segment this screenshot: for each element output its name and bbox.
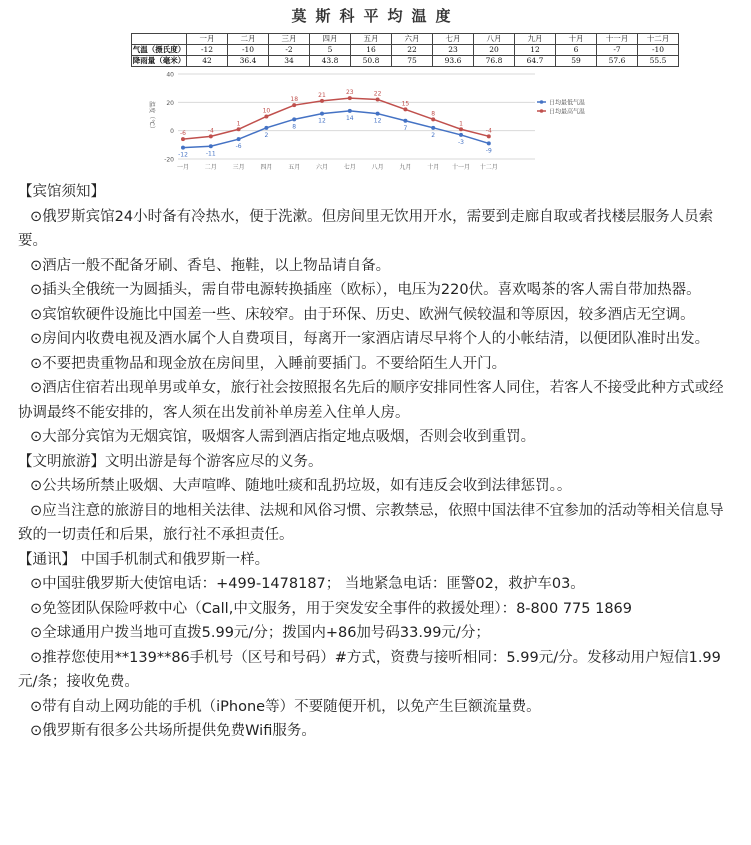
notice-item: ⊙应当注意的旅游目的地相关法律、法规和风俗习惯、宗教禁忌，依照中国法律不宜参加的活动等相关信息导致的一切责任和后果，旅行社不承担责任。 xyxy=(18,502,724,543)
table-cell: -10 xyxy=(228,45,269,56)
table-cell: 57.6 xyxy=(597,56,638,67)
table-header-cell: 一月 xyxy=(187,34,228,45)
data-point xyxy=(209,134,213,138)
legend-marker xyxy=(540,100,544,104)
x-tick-label: 六月 xyxy=(315,164,329,171)
x-tick-label: 八月 xyxy=(371,164,384,171)
notice-item: ⊙插头全俄统一为圆插头，需自带电源转换插座（欧标），电压为220伏。喜欢喝茶的客人需自带加热器。 xyxy=(30,282,701,298)
notice-item: ⊙公共场所禁止吸烟、大声喧哗、随地吐痰和乱扔垃圾，如有违反会收到法律惩罚。。 xyxy=(30,478,572,494)
table-cell: 5 xyxy=(310,45,351,56)
data-label: 1 xyxy=(236,120,241,128)
notice-item: ⊙酒店住宿若出现单男或单女，旅行社会按照报名先后的顺序安排同性客人同住，若客人不接受此种方式或经协调最终不能安排的，客人须在出发前补单房差入住单人房。 xyxy=(18,380,724,421)
data-point xyxy=(292,103,296,107)
temperature-line-chart xyxy=(0,68,751,172)
table-cell: 34 xyxy=(269,56,310,67)
data-label: -6 xyxy=(235,143,242,151)
table-header-cell: 十月 xyxy=(556,34,597,45)
data-label: 10 xyxy=(262,107,271,115)
data-label: -3 xyxy=(458,138,464,146)
notice-item: ⊙房间内收费电视及酒水属个人自费项目，每离开一家酒店请尽早将个人的小帐结清，以便团队准时出发。 xyxy=(30,331,710,347)
table-cell: 43.8 xyxy=(310,56,351,67)
series-line xyxy=(183,98,489,139)
table-header-row xyxy=(132,34,679,45)
table-cell: 50.8 xyxy=(351,56,392,67)
data-label: 23 xyxy=(345,89,354,97)
table-header-cell: 九月 xyxy=(515,34,556,45)
table-header-cell: 三月 xyxy=(269,34,310,45)
data-label: -9 xyxy=(485,147,492,155)
data-label: 18 xyxy=(290,96,299,104)
data-point xyxy=(403,119,407,123)
table-header-cell: 十二月 xyxy=(638,34,679,45)
table-cell: -2 xyxy=(269,45,310,56)
legend-label: 日均最低气温 xyxy=(549,99,586,107)
x-tick-label: 二月 xyxy=(204,164,217,171)
table-cell: 12 xyxy=(515,45,556,56)
data-label: 12 xyxy=(318,117,326,125)
table-row-label: 降雨量（毫米） xyxy=(132,56,186,65)
data-point xyxy=(181,137,185,141)
data-point xyxy=(264,126,268,130)
table-header-cell: 六月 xyxy=(392,34,433,45)
data-point xyxy=(459,133,463,137)
table-corner-cell xyxy=(132,34,187,45)
legend-marker xyxy=(540,109,544,113)
notice-item: ⊙俄罗斯宾馆24小时备有冷热水，便于洗漱。但房间里无饮用开水，需要到走廊自取或者找楼层服务人员索要。 xyxy=(18,208,714,249)
data-label: -4 xyxy=(485,127,492,135)
data-label: 21 xyxy=(318,91,326,99)
table-cell: 20 xyxy=(474,45,515,56)
notice-item: ⊙推荐您使用**139**86手机号（区号和号码）#方式，资费与接听相同：5.99元/分。发移动用户短信1.99元/条；接收免费。 xyxy=(18,649,721,690)
data-point xyxy=(320,112,324,116)
table-cell: 75 xyxy=(392,56,433,67)
data-point xyxy=(237,137,241,141)
notice-item: ⊙不要把贵重物品和现金放在房间里，入睡前要插门。不要给陌生人开门。 xyxy=(30,355,507,372)
section-heading: 【通讯】 中国手机制式和俄罗斯一样。 xyxy=(18,551,270,568)
x-tick-label: 一月 xyxy=(176,164,190,171)
table-cell: 42 xyxy=(187,56,228,67)
x-tick-label: 十二月 xyxy=(479,164,498,171)
table-cell: 55.5 xyxy=(638,56,679,67)
figure-title: 莫斯科平均温度 xyxy=(291,7,460,25)
data-label: -6 xyxy=(180,130,186,138)
data-label: -12 xyxy=(178,151,188,159)
notice-item: ⊙中国驻俄罗斯大使馆电话：+499-1478187； 当地紧急电话：匪警02，救护车03。 xyxy=(30,576,585,592)
table-header-cell: 二月 xyxy=(228,34,269,45)
data-point xyxy=(348,96,352,100)
moscow-temperature-figure xyxy=(0,0,751,172)
y-tick-label: 20 xyxy=(166,99,174,107)
data-point xyxy=(264,115,268,119)
data-label: 12 xyxy=(373,117,382,125)
section-heading: 【文明旅游】文明出游是每个游客应尽的义务。 xyxy=(18,453,323,470)
data-point xyxy=(181,146,185,150)
data-point xyxy=(431,126,435,130)
x-tick-label: 四月 xyxy=(260,164,273,171)
series-line xyxy=(183,111,489,151)
x-tick-label: 五月 xyxy=(288,164,301,171)
x-tick-label: 十月 xyxy=(427,164,440,171)
table-cell: -7 xyxy=(597,45,638,56)
data-point xyxy=(487,141,491,145)
table-cell: 22 xyxy=(392,45,433,56)
legend-label: 日均最高气温 xyxy=(549,108,586,116)
data-label: 14 xyxy=(345,114,354,122)
data-label: 7 xyxy=(403,124,408,132)
table-cell: -10 xyxy=(638,45,679,56)
x-tick-label: 十一月 xyxy=(451,164,471,171)
table-cell: 93.6 xyxy=(433,56,474,67)
data-point xyxy=(292,117,296,121)
data-label: 22 xyxy=(373,90,382,98)
notice-item: ⊙酒店一般不配备牙刷、香皂、拖鞋，以上物品请自备。 xyxy=(30,257,391,274)
data-label: 1 xyxy=(459,120,463,128)
table-cell: 64.7 xyxy=(515,56,556,67)
table-header-cell: 十一月 xyxy=(597,34,638,45)
data-point xyxy=(459,127,463,131)
temperature-table xyxy=(131,33,679,67)
data-label: 15 xyxy=(401,100,410,108)
data-point xyxy=(348,109,352,113)
y-tick-label: 0 xyxy=(170,128,174,136)
data-label: 8 xyxy=(292,123,297,131)
table-cell: 23 xyxy=(433,45,474,56)
table-row-label: 气温（摄氏度） xyxy=(132,45,186,54)
x-tick-label: 九月 xyxy=(399,164,412,171)
data-point xyxy=(376,98,380,102)
notice-item: ⊙大部分宾馆为无烟宾馆，吸烟客人需到酒店指定地点吸烟，否则会收到重罚。 xyxy=(30,429,536,445)
y-tick-label: 40 xyxy=(166,71,174,79)
table-cell: 6 xyxy=(556,45,597,56)
section-heading: 【宾馆须知】 xyxy=(18,184,105,200)
x-tick-label: 七月 xyxy=(343,164,356,171)
table-cell: 59 xyxy=(556,56,597,67)
table-header-cell: 七月 xyxy=(433,34,474,45)
notice-item: ⊙俄罗斯有很多公共场所提供免费Wifi服务。 xyxy=(30,723,316,739)
table-header-cell: 八月 xyxy=(474,34,515,45)
table-row-rainfall xyxy=(132,56,679,67)
table-cell: -12 xyxy=(187,45,228,56)
notice-text xyxy=(18,180,734,744)
notice-item: ⊙免签团队保险呼救中心（Call,中文服务，用于突发安全事件的救援处理）：8-800 775 1869 xyxy=(30,600,633,617)
data-point xyxy=(376,112,380,116)
data-label: 2 xyxy=(264,131,269,139)
table-header-cell: 五月 xyxy=(351,34,392,45)
data-label: 2 xyxy=(431,131,436,139)
notice-item: ⊙宾馆软硬件设施比中国差一些、床较窄。由于环保、历史、欧洲气候较温和等原因，较多酒店无空调。 xyxy=(30,306,695,323)
table-row-temperature xyxy=(132,45,679,56)
table-cell: 16 xyxy=(351,45,392,56)
table-cell: 76.8 xyxy=(474,56,515,67)
table-cell: 36.4 xyxy=(228,56,269,67)
data-point xyxy=(487,134,491,138)
data-point xyxy=(431,117,435,121)
table-header-cell: 四月 xyxy=(310,34,351,45)
data-label: 8 xyxy=(431,110,436,118)
x-tick-label: 三月 xyxy=(232,164,245,171)
notice-item: ⊙全球通用户拨当地可直拨5.99元/分；拨国内+86加号码33.99元/分； xyxy=(30,625,490,641)
y-axis-label: 温度（℃） xyxy=(148,101,155,132)
y-tick-label: -20 xyxy=(164,156,174,164)
data-label: -11 xyxy=(205,150,216,158)
data-point xyxy=(403,107,407,111)
data-point xyxy=(209,144,213,148)
data-point xyxy=(320,99,324,103)
data-label: -4 xyxy=(207,127,214,135)
data-point xyxy=(237,127,241,131)
notice-item: ⊙带有自动上网功能的手机（iPhone等）不要随便开机，以免产生巨额流量费。 xyxy=(30,698,541,715)
